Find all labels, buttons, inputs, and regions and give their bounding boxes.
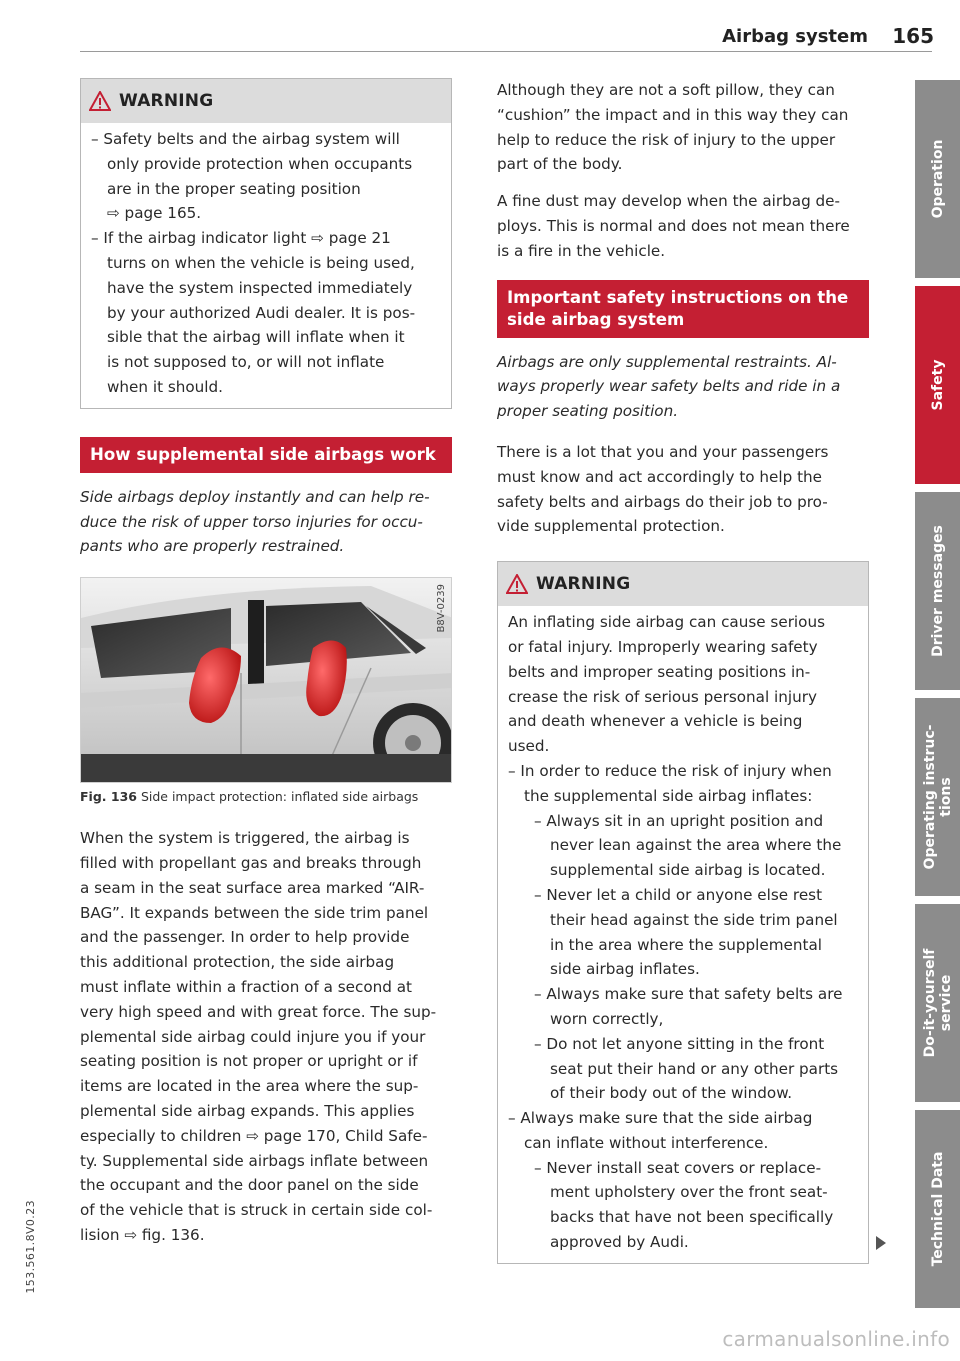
section-title-side-airbags: How supplemental side airbags work bbox=[80, 437, 452, 473]
warning-subitem: – Always sit in an upright position and never lean against the area where the supplemental side airbag is located. bbox=[534, 811, 842, 880]
tab-operating-instructions[interactable]: Operating instruc- tions bbox=[915, 698, 960, 896]
body-text-left: When the system is triggered, the airbag is filled with propellant gas and breaks through a seam in the seat surface area marked “AIR- BAG”. It expands between the side trim panel and the passenger. In order to help provide this additional protection, the side airbag must inflate within a fraction of a second at very high speed and with great force. The sup- plemental side airbag could injure you if your seating position is not proper or upright or if items are located in the area where the sup- plemental side airbag expands. This applies especially to children ⇨ page 170, Child Safe- ty. Supplemental side airbags inflate between the occupant and the door panel on the side of the vehicle that is struck in certain side col- lision ⇨ fig. 136. bbox=[80, 829, 437, 1244]
chapter-tabs bbox=[915, 80, 960, 1316]
tab-driver-messages[interactable]: Driver messages bbox=[915, 492, 960, 690]
warning-subitem: – Never let a child or anyone else rest their head against the side trim panel in the area where the supplemental side airbag inflates. bbox=[534, 885, 838, 979]
tab-operation[interactable]: Operation bbox=[915, 80, 960, 278]
header-rule bbox=[80, 51, 932, 52]
page-number: 165 bbox=[892, 24, 934, 48]
warning-item: – Safety belts and the airbag system will only provide protection when occupants are in the proper seating position ⇨ page 165. bbox=[91, 130, 413, 223]
warning-intro: An inflating side airbag can cause serious or fatal injury. Improperly wearing safety belts and improper seating positions in- crease the risk of serious personal injury and death whenever a vehicle is being used. bbox=[508, 613, 825, 756]
figure-code: B8V-0239 bbox=[436, 584, 447, 633]
section-intro: Side airbags deploy instantly and can help re- duce the risk of upper torso injuries for occu- pants who are properly restrained. bbox=[80, 487, 430, 556]
warning-item: – Always make sure that the side airbag can inflate without interference. bbox=[508, 1109, 813, 1152]
warning-subitem: – Always make sure that safety belts are worn correctly, bbox=[534, 985, 843, 1028]
figure-caption bbox=[80, 789, 452, 804]
left-column bbox=[80, 78, 452, 1248]
figure-caption-text: Side impact protection: inflated side airbags bbox=[140, 789, 419, 805]
tab-safety[interactable]: Safety bbox=[915, 286, 960, 484]
warning-subitem: – Never install seat covers or replace- ment upholstery over the front seat- backs that have not been specifically approved by Audi. bbox=[534, 1158, 834, 1252]
warning-item: – In order to reduce the risk of injury when the supplemental side airbag inflates: bbox=[508, 761, 832, 805]
continue-arrow-icon bbox=[876, 1236, 886, 1250]
warning-subitem: – Do not let anyone sitting in the front seat put their hand or any other parts of their body out of the window. bbox=[534, 1034, 839, 1103]
section-intro-right: Airbags are only supplemental restraints. Al- ways properly wear safety belts and ride in a proper seating position. bbox=[497, 352, 841, 421]
warning-item: – If the airbag indicator light ⇨ page 21 turns on when the vehicle is being used, have the system inspected immediately by your authorized Audi dealer. It is pos- sible that the airbag will inflate when it is not supposed to, or will not inflate when it should. bbox=[91, 229, 416, 396]
warning-header-2 bbox=[498, 562, 868, 606]
warning-body-2 bbox=[498, 606, 868, 1263]
figure-label: Fig. 136 bbox=[80, 789, 137, 805]
section-title-safety-instructions: Important safety instructions on the side airbag system bbox=[497, 280, 869, 338]
tab-do-it-yourself[interactable]: Do-it-yourself service bbox=[915, 904, 960, 1102]
section-header-title: Airbag system bbox=[722, 26, 868, 47]
figure-side-airbags bbox=[80, 577, 452, 783]
warning-box-1 bbox=[80, 78, 452, 409]
warning-box-2 bbox=[497, 561, 869, 1264]
car-side-airbag-illustration bbox=[81, 578, 452, 783]
right-column bbox=[497, 78, 869, 1264]
tab-technical-data[interactable]: Technical Data bbox=[915, 1110, 960, 1308]
warning-title: WARNING bbox=[119, 91, 214, 111]
warning-title-2: WARNING bbox=[536, 574, 631, 595]
para-passengers: There is a lot that you and your passengers must know and act accordingly to help the safety belts and airbags do their job to pro- vide supplemental protection. bbox=[497, 442, 829, 536]
warning-triangle-icon bbox=[506, 574, 528, 594]
warning-triangle-icon bbox=[89, 91, 111, 111]
warning-body bbox=[81, 123, 451, 408]
watermark: carmanualsonline.info bbox=[722, 1327, 950, 1351]
warning-header bbox=[81, 79, 451, 123]
para-dust: A fine dust may develop when the airbag de- ploys. This is normal and does not mean there is a fire in the vehicle. bbox=[497, 192, 850, 260]
document-code: 153.561.8V0.23 bbox=[24, 1200, 37, 1294]
para-cushion: Although they are not a soft pillow, they can “cushion” the impact and in this way they can help to reduce the risk of injury to the upper part of the body. bbox=[497, 81, 849, 174]
